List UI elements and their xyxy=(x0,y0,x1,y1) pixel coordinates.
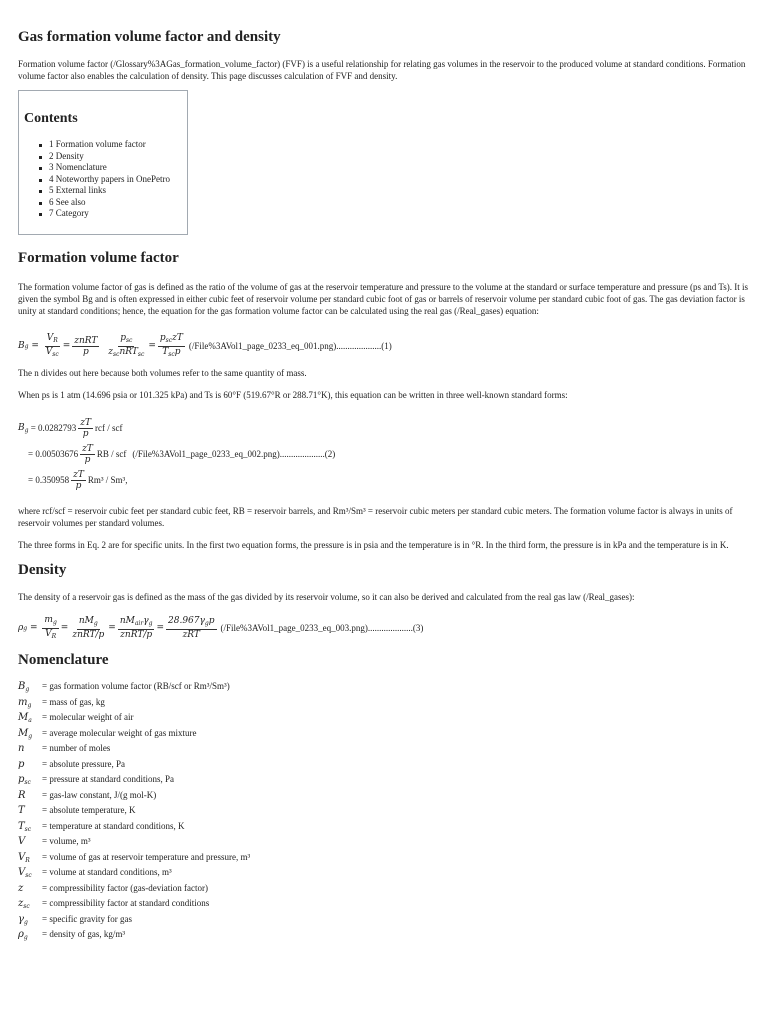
nomenclature-definition: = molecular weight of air xyxy=(42,712,134,722)
nomenclature-symbol: $p_{sc}$ xyxy=(18,774,31,786)
fvf-paragraph-5: The three forms in Eq. 2 are for specific units. In the first two equation forms, the pressure is in psia and the temperature is in °R. In the third form, the pressure is in kPa and the temperature is in K. xyxy=(18,540,729,550)
nomenclature-symbol: V xyxy=(18,836,26,847)
nomenclature-definition: = absolute temperature, K xyxy=(42,805,136,815)
nomenclature-symbol: $\gamma_g$ xyxy=(18,913,28,926)
toc-item-noteworthy-papers[interactable]: 4 Noteworthy papers in OnePetro xyxy=(49,174,182,186)
nomenclature-definition: = compressibility factor (gas-deviation factor) xyxy=(42,882,209,893)
intro-paragraph: Formation volume factor (/Glossary%3AGas_formation_volume_factor) (FVF) is a useful relationship for relating gas volumes in the reservoir to the produced volume at standard conditions. Formation volume factor also enables the calculation of density. This page discusses calculation of FVF and density. xyxy=(18,59,746,81)
toc-item-external-links[interactable]: 5 External links xyxy=(49,185,182,197)
section-heading-fvf: Formation volume factor xyxy=(18,250,179,266)
nomenclature-symbol: z xyxy=(18,882,24,894)
toc-title: Contents xyxy=(24,111,78,126)
fvf-paragraph-4: where rcf/scf = reservoir cubic feet per standard cubic feet, RB = reservoir barrels, and Rm³/Sm³ = reservoir cubic meters per standard cubic meters. The formation volume factor is always in units of reservoir volumes per standard volumes. xyxy=(18,506,733,528)
nomenclature-definition: = volume, m³ xyxy=(42,836,91,846)
nomenclature-subscript: g xyxy=(28,732,33,740)
nomenclature-symbol: $B_g$ xyxy=(18,681,30,693)
list-item xyxy=(18,898,750,914)
equation-2-line-3: = 0.350958 $\frac{zT}{p}$ Rm³ / Sm³, xyxy=(28,469,128,491)
nomenclature-subscript: R xyxy=(25,856,30,864)
list-item xyxy=(18,681,750,697)
toc-item-category[interactable]: 7 Category xyxy=(49,208,182,220)
nomenclature-definition: = pressure at standard conditions, Pa xyxy=(42,774,175,784)
equation-3-image: ρ g = $\frac{m_g}{V_R}$ = $\frac{nM_g}{\text{znRT/p}}$ = $\frac{nM_{air}\gamma_g}{\text{znRT/p}}$ = $\frac{28.967\gamma_gp}{\text{zRT}}$ xyxy=(18,614,215,640)
list-item xyxy=(18,883,750,899)
nomenclature-subscript: sc xyxy=(25,872,32,879)
nomenclature-symbol: $V_{sc}$ xyxy=(18,867,32,879)
nomenclature-symbol: R xyxy=(18,789,26,801)
nomenclature-symbol: n xyxy=(18,743,25,754)
list-item xyxy=(18,805,750,821)
list-item xyxy=(18,852,750,868)
nomenclature-symbol: $\rho_g$ xyxy=(18,929,28,941)
nomenclature-definition: = compressibility factor at standard conditions xyxy=(42,898,210,908)
equation-2-line-2: = 0.00503676 $\frac{zT}{p}$ RB / scf (/File%3AVol1_page_0233_eq_002.png)....................(2) xyxy=(28,443,336,465)
toc-item-formation-volume-factor[interactable]: 1 Formation volume factor xyxy=(49,139,182,151)
nomenclature-list xyxy=(18,681,750,945)
nomenclature-subscript: g xyxy=(23,918,28,926)
nomenclature-definition: = number of moles xyxy=(42,743,111,753)
equation-3 xyxy=(18,613,750,643)
equation-2 xyxy=(18,415,750,493)
nomenclature-symbol: $V_R$ xyxy=(18,851,30,864)
nomenclature-symbol: $M_g$ xyxy=(18,727,33,740)
list-item xyxy=(18,836,750,852)
list-item xyxy=(18,929,750,945)
nomenclature-symbol: $M_a$ xyxy=(18,712,32,724)
nomenclature-definition: = specific gravity for gas xyxy=(42,913,133,924)
list-item xyxy=(18,743,750,759)
nomenclature-symbol: p xyxy=(18,758,25,770)
table-of-contents xyxy=(18,90,188,235)
nomenclature-symbol: $z_{sc}$ xyxy=(18,898,30,910)
nomenclature-definition: = gas formation volume factor (RB/scf or Rm³/Sm³) xyxy=(42,681,230,691)
nomenclature-definition: = absolute pressure, Pa xyxy=(42,758,126,769)
list-item xyxy=(18,759,750,775)
list-item xyxy=(18,867,750,883)
page-title: Gas formation volume factor and density xyxy=(18,29,281,45)
nomenclature-subscript: sc xyxy=(24,825,32,833)
nomenclature-subscript: sc xyxy=(24,779,31,786)
toc-item-density[interactable]: 2 Density xyxy=(49,151,182,163)
equation-2-line-1: $B_g$ = 0.0282793 $\frac{zT}{p}$ rcf / scf xyxy=(18,417,123,439)
nomenclature-subscript: g xyxy=(23,934,28,941)
section-heading-nomenclature: Nomenclature xyxy=(18,652,109,668)
nomenclature-subscript: sc xyxy=(23,903,30,910)
nomenclature-symbol: $m_g$ xyxy=(18,696,32,709)
nomenclature-definition: = gas-law constant, J/(g mol-K) xyxy=(42,789,157,800)
toc-item-nomenclature[interactable]: 3 Nomenclature xyxy=(49,162,182,174)
equation-3-ref[interactable]: (/File%3AVol1_page_0233_eq_003.png)....................(3) xyxy=(220,623,424,633)
equation-1 xyxy=(18,331,750,361)
nomenclature-definition: = volume of gas at reservoir temperature and pressure, m³ xyxy=(42,851,251,862)
list-item xyxy=(18,712,750,728)
nomenclature-symbol: $T_{sc}$ xyxy=(18,820,32,833)
list-item xyxy=(18,728,750,744)
list-item xyxy=(18,790,750,806)
equation-2-ref[interactable]: (/File%3AVol1_page_0233_eq_002.png)....................(2) xyxy=(132,449,336,459)
nomenclature-subscript: g xyxy=(25,686,30,693)
nomenclature-definition: = temperature at standard conditions, K xyxy=(42,820,185,831)
list-item xyxy=(18,914,750,930)
toc-item-see-also[interactable]: 6 See also xyxy=(49,197,182,209)
list-item xyxy=(18,697,750,713)
nomenclature-symbol: T xyxy=(18,805,25,816)
nomenclature-definition: = average molecular weight of gas mixture xyxy=(42,727,197,738)
nomenclature-definition: = density of gas, kg/m³ xyxy=(42,929,126,939)
fvf-paragraph-3: When ps is 1 atm (14.696 psia or 101.325 kPa) and Ts is 60°F (519.67°R or 288.71°K), this equation can be written in three well-known standard forms: xyxy=(18,390,568,400)
list-item xyxy=(18,821,750,837)
equation-1-image: B g = $\frac{V_R}{V_{sc}}$ = $\frac{\text{znRT}}{p}$ $\frac{p_{sc}}{z_{sc}nRT_{sc}}$ = $\frac{p_{sc}zT}{T_{sc}p}$ xyxy=(18,332,183,358)
nomenclature-definition: = volume at standard conditions, m³ xyxy=(42,867,172,877)
density-paragraph-1: The density of a reservoir gas is defined as the mass of the gas divided by its reservoir volume, so it can also be derived and calculated from the real gas law (/Real_gases): xyxy=(18,592,635,602)
fvf-paragraph-1: The formation volume factor of gas is defined as the ratio of the volume of gas at the reservoir temperature and pressure to the volume at the standard or surface temperature and pressure (ps and Ts). It is given the symbol Bg and is often expressed in either cubic feet of reservoir volume per standard cubic foot of gas or barrels of reservoir volume per standard cubic foot of gas. The gas deviation factor is unity at standard conditions; hence, the equation for the gas formation volume factor can be calculated using the real gas (/Real_gases) equation: xyxy=(18,282,748,316)
toc-list xyxy=(24,139,182,220)
equation-1-ref[interactable]: (/File%3AVol1_page_0233_eq_001.png)....................(1) xyxy=(188,341,392,351)
nomenclature-definition: = mass of gas, kg xyxy=(42,696,105,707)
fvf-paragraph-2: The n divides out here because both volumes refer to the same quantity of mass. xyxy=(18,368,307,378)
nomenclature-subscript: g xyxy=(27,701,32,709)
list-item xyxy=(18,774,750,790)
nomenclature-subscript: a xyxy=(28,717,32,724)
section-heading-density: Density xyxy=(18,562,67,578)
